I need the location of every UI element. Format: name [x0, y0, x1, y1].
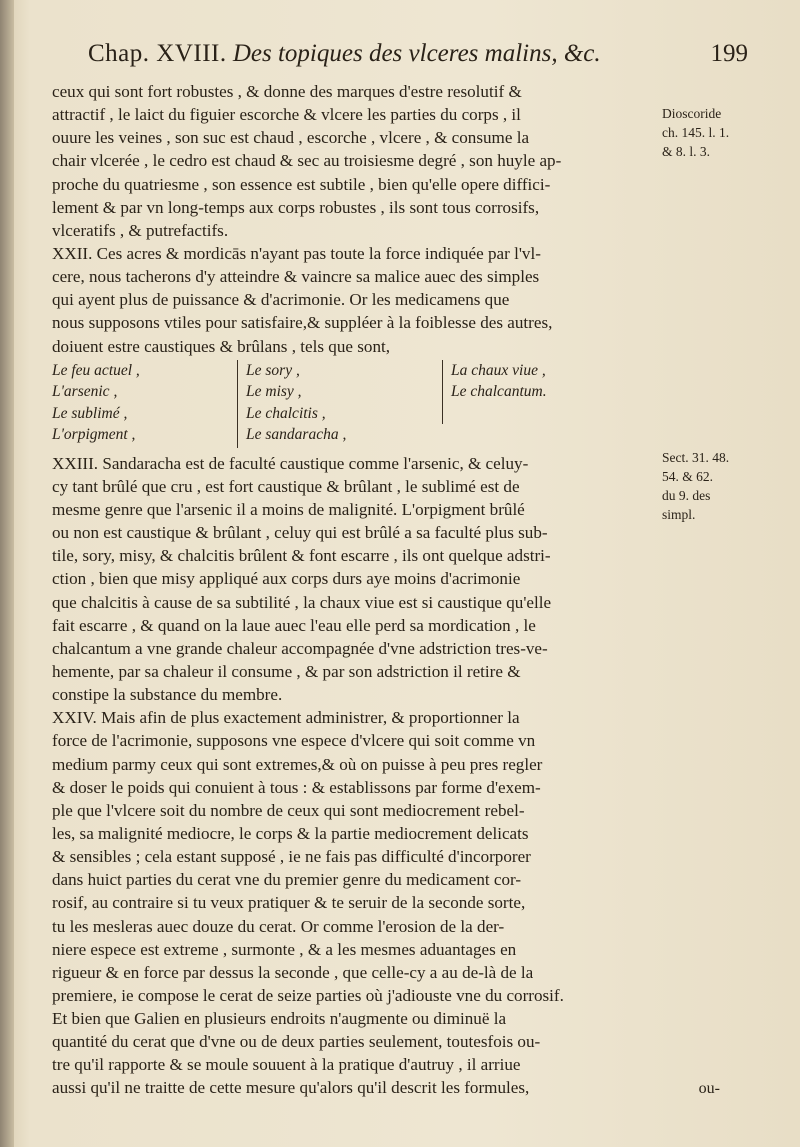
list-item: L'orpigment ,	[52, 426, 136, 444]
text-line: ou non est caustique & brûlant , celuy qui est brûlé a sa faculté plus sub-	[52, 523, 548, 543]
text-line: tile, sory, misy, & chalcitis brûlent & font escarre , ils ont quelque adstri-	[52, 546, 551, 566]
catchword: ou-	[698, 1080, 720, 1097]
margin-note-line: & 8. l. 3.	[662, 144, 711, 159]
text-line: niere espece est extreme , surmonte , & a les mesmes aduantages en	[52, 939, 517, 959]
margin-note-line: Dioscoride	[662, 106, 722, 121]
text-line: medium parmy ceux qui sont extremes,& où on puisse à peu pres regler	[52, 754, 543, 774]
text-line: ction , bien que misy appliqué aux corps durs aye moins d'acrimonie	[52, 569, 521, 589]
text-line: tre qu'il rapporte & se moule souuent à la pratique d'autruy , il arriue	[52, 1055, 521, 1075]
chapter-title: Des topiques des vlceres malins, &c.	[232, 40, 601, 67]
margin-note-line: du 9. des	[662, 488, 711, 503]
caustics-list	[52, 360, 656, 448]
text-line: lement & par vn long-temps aux corps robustes , ils sont tous corrosifs,	[52, 197, 540, 217]
text-line: aussi qu'il ne traitte de cette mesure qu'alors qu'il descrit les formules,	[52, 1078, 530, 1098]
text-line: nous supposons vtiles pour satisfaire,& suppléer à la foiblesse des autres,	[52, 313, 553, 333]
list-item: Le feu actuel ,	[52, 361, 140, 379]
chapter-label: Chap. XVIII.	[88, 40, 227, 67]
text-line: proche du quatriesme , son essence est subtile , bien qu'elle opere diffici-	[52, 174, 551, 194]
list-item: Le sory ,	[246, 361, 300, 379]
list-item: Le chalcantum.	[451, 383, 547, 401]
text-line: qui ayent plus de puissance & d'acrimonie. Or les medicamens que	[52, 290, 510, 310]
text-line: dans huict parties du cerat vne du premier genre du medicament cor-	[52, 870, 522, 890]
section-xxii-line: XXII. Ces acres & mordicās n'ayant pas toute la force indiquée par l'vl-	[52, 243, 541, 263]
text-line: les, sa malignité mediocre, le corps & la partie mediocrement delicats	[52, 823, 529, 843]
text-line: chalcantum a vne grande chaleur accompagnée d'vne adstriction tres-ve-	[52, 638, 548, 658]
text-line: ceux qui sont fort robustes , & donne des marques d'estre resolutif &	[52, 82, 522, 101]
text-line: constipe la substance du membre.	[52, 685, 283, 705]
page-number: 199	[710, 40, 748, 67]
book-spine-shadow	[0, 0, 14, 1147]
text-line: hemente, par sa chaleur il consume , & par son adstriction il retire &	[52, 661, 521, 681]
text-line: chair vlcerée , le cedro est chaud & sec au troisiesme degré , son huyle ap-	[52, 151, 562, 171]
text-line: & doser le poids qui conuient à tous : & establissons par forme d'exem-	[52, 777, 541, 797]
list-column-1	[52, 360, 222, 446]
section-xxiv-line: XXIV. Mais afin de plus exactement administrer, & proportionner la	[52, 708, 520, 728]
text-line: doiuent estre caustiques & brûlans , tels que sont,	[52, 336, 391, 356]
body-text	[52, 80, 656, 1100]
text-line: mesme genre que l'arsenic il a moins de malignité. L'orpigment brûlé	[52, 499, 525, 519]
text-line: fait escarre , & quand on la laue auec l'eau elle perd sa mordication , le	[52, 615, 536, 635]
text-line: que chalcitis à cause de sa subtilité , la chaux viue est si caustique qu'elle	[52, 592, 552, 612]
list-item: La chaux viue ,	[451, 361, 546, 379]
text-line: vlceratifs , & putrefactifs.	[52, 220, 229, 240]
text-line: ouure les veines , son suc est chaud , escorche , vlcere , & consume la	[52, 128, 530, 148]
section-xxiii-line: XXIII. Sandaracha est de faculté caustique comme l'arsenic, & celuy-	[52, 453, 529, 473]
list-item: Le sandaracha ,	[246, 426, 347, 444]
text-line: cere, nous tacherons d'y atteindre & vaincre sa malice auec des simples	[52, 267, 540, 287]
text-line: rigueur & en force par dessus la seconde , que celle-cy a au de-là de la	[52, 962, 534, 982]
text-line: quantité du cerat que d'vne ou de deux parties seulement, toutesfois ou-	[52, 1032, 541, 1052]
text-line: rosif, au contraire si tu veux pratiquer & te seruir de la seconde sorte,	[52, 893, 526, 913]
list-item: Le sublimé ,	[52, 404, 128, 422]
margin-note-line: 54. & 62.	[662, 469, 714, 484]
text-line: premiere, ie compose le cerat de seize parties où j'adiouste vne du corrosif.	[52, 985, 564, 1005]
text-line: cy tant brûlé que cru , est fort caustique & brûlant , le sublimé est de	[52, 476, 520, 496]
margin-note-line: simpl.	[662, 507, 696, 522]
list-column-3	[442, 360, 651, 424]
margin-note-section	[662, 448, 770, 524]
margin-note-line: ch. 145. l. 1.	[662, 125, 730, 140]
text-line: Et bien que Galien en plusieurs endroits n'augmente ou diminuë la	[52, 1009, 507, 1029]
list-item: Le chalcitis ,	[246, 404, 326, 422]
text-line: & sensibles ; cela estant supposé , ie ne fais pas difficulté d'incorporer	[52, 847, 531, 867]
text-line: tu les mesleras auec douze du cerat. Or comme l'erosion de la der-	[52, 916, 505, 936]
list-item: L'arsenic ,	[52, 383, 118, 401]
margin-note-line: Sect. 31. 48.	[662, 450, 730, 465]
text-line: attractif , le laict du figuier escorche & vlcere les parties du corps , il	[52, 105, 521, 125]
list-item: Le misy ,	[246, 383, 302, 401]
margin-note-dioscoride	[662, 104, 770, 161]
text-line: ple que l'vlcere soit du nombre de ceux qui sont mediocrement rebel-	[52, 800, 525, 820]
list-column-2	[237, 360, 436, 448]
text-line: force de l'acrimonie, supposons vne espece d'vlcere qui soit comme vn	[52, 731, 536, 751]
